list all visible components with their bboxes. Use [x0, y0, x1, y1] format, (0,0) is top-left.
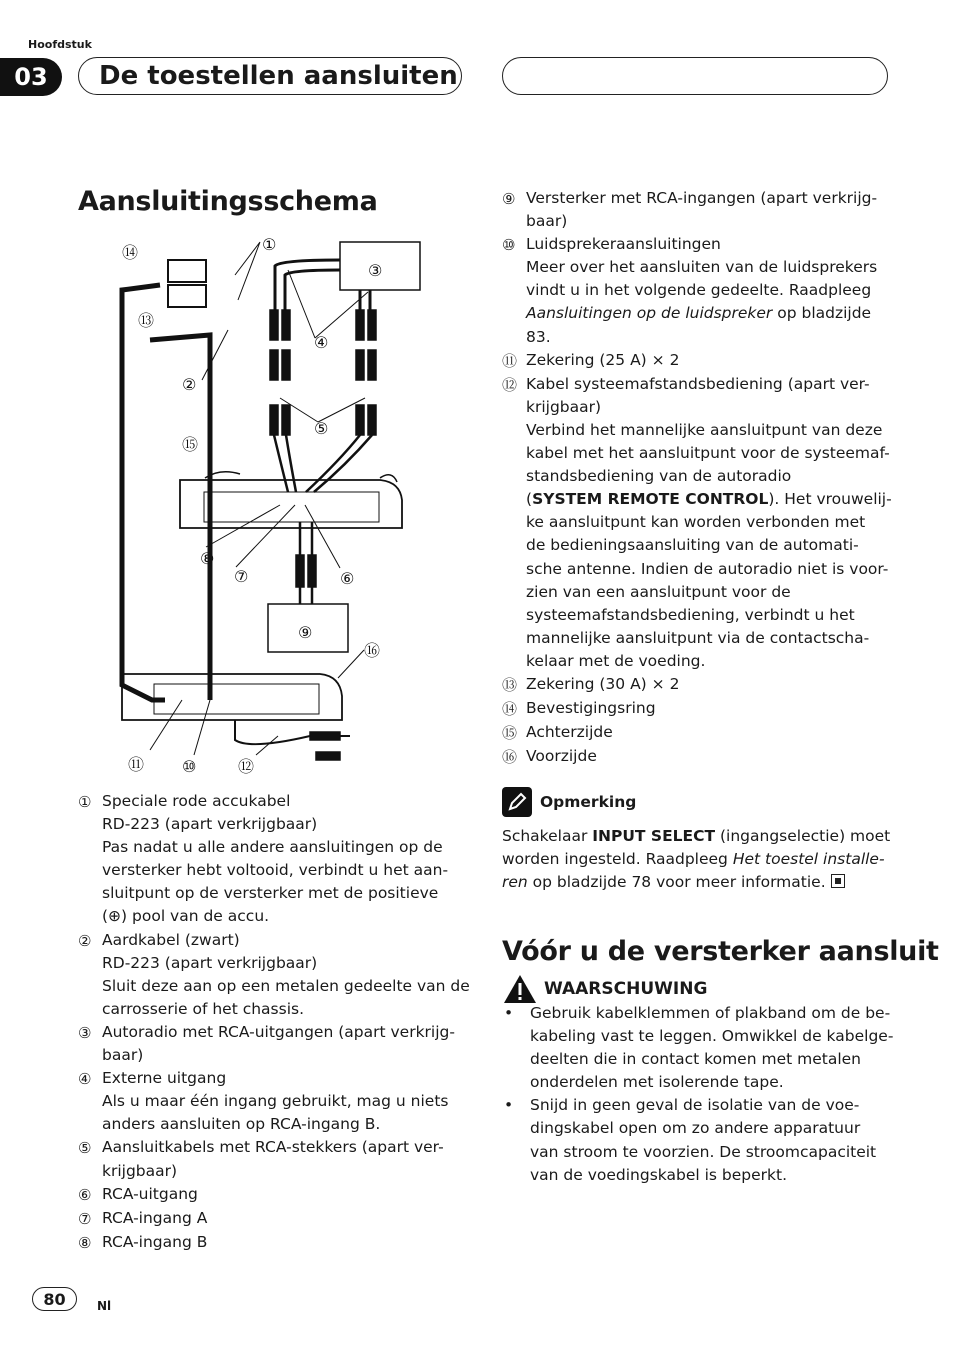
right-legend-list [502, 187, 894, 769]
legend-number: ② [78, 931, 92, 950]
legend-text [526, 349, 894, 373]
legend-text [526, 673, 894, 697]
callout-3: ③ [368, 261, 383, 280]
bullet-line: dingskabel open om zo andere apparatuur [530, 1119, 861, 1138]
legend-line: krijgbaar) [526, 397, 602, 416]
legend-line: kabel met het aansluitpunt voor de systeemaf- [526, 444, 890, 463]
note-italic1: Het toestel installe- [732, 850, 885, 869]
front-amplifier [122, 674, 342, 720]
legend-item [78, 1183, 470, 1207]
legend-number: ⑧ [78, 1233, 92, 1252]
legend-line: Zekering (25 A) × 2 [526, 350, 680, 369]
note-header [502, 787, 894, 817]
note-bold: INPUT SELECT [592, 827, 716, 845]
legend-line [526, 488, 894, 511]
legend-line: baar) [526, 212, 568, 231]
note-italic2: ren [502, 873, 528, 892]
callout-7: ⑦ [234, 567, 249, 586]
wiring-diagram [110, 230, 430, 780]
chapter-label: Hoofdstuk [28, 38, 92, 51]
warning-triangle-icon [502, 973, 538, 1005]
legend-line: sche antenne. Indien de autoradio niet is voor- [526, 559, 889, 578]
legend-item [78, 790, 470, 929]
legend-line: Voorzijde [526, 747, 597, 766]
legend-text [102, 790, 470, 929]
legend-line: Bevestigingsring [526, 699, 656, 718]
legend-line: (⊕) pool van de accu. [102, 907, 270, 926]
note-line2: worden ingesteld. Raadpleeg [502, 850, 733, 869]
bullet-text [530, 1002, 894, 1094]
legend-line: Speciale rode accukabel [102, 792, 291, 810]
callout-11: ⑪ [128, 755, 145, 774]
callout-15: ⑮ [182, 435, 199, 454]
legend-bold-open: ( [526, 490, 533, 509]
legend-line: ke aansluitpunt kan worden verbonden met [526, 513, 866, 532]
legend-line: RCA-ingang A [102, 1208, 208, 1227]
chapter-number: 03 [0, 58, 62, 96]
legend-text [526, 745, 894, 769]
legend-line: Kabel systeemafstandsbediening (apart ver- [526, 374, 870, 393]
callout-10: ⑩ [182, 757, 197, 776]
note-mid: (ingangselectie) moet [715, 827, 891, 845]
legend-line: Als u maar één ingang gebruikt, mag u niets [102, 1092, 449, 1111]
bullet-line: kabeling vast te leggen. Omwikkel de kabelge- [530, 1027, 894, 1046]
warning-bullet-item [502, 1002, 894, 1094]
bullet-text [530, 1094, 894, 1186]
bullet-line: Gebruik kabelklemmen of plakband om de be- [530, 1004, 891, 1022]
legend-line: sluitpunt op de versterker met de positieve [102, 884, 439, 903]
warning-title: WAARSCHUWING [544, 979, 708, 999]
legend-line: carrosserie of het chassis. [102, 999, 304, 1018]
chapter-title-text: De toestellen aansluiten [99, 61, 458, 91]
callout-8: ⑧ [200, 549, 215, 568]
legend-line: Autoradio met RCA-uitgangen (apart verkrijg- [102, 1022, 455, 1041]
legend-text [526, 721, 894, 745]
legend-line: Externe uitgang [102, 1069, 227, 1088]
legend-number: ⑮ [502, 724, 518, 743]
legend-line: standsbediening van de autoradio [526, 467, 792, 486]
end-mark-icon [831, 874, 845, 888]
legend-italic: Aansluitingen op de luidspreker [526, 304, 773, 323]
language-code: Nl [97, 1299, 112, 1313]
callout-14: ⑭ [122, 243, 139, 262]
legend-line: Versterker met RCA-ingangen (apart verkrijg- [526, 189, 878, 207]
callout-9: ⑨ [298, 623, 313, 642]
legend-text [102, 1207, 470, 1231]
legend-line: zien van een aansluitpunt voor de [526, 582, 791, 601]
callout-2: ② [182, 375, 197, 394]
legend-line: Verbind het mannelijke aansluitpunt van deze [526, 420, 883, 439]
legend-item [502, 721, 894, 745]
legend-line: Luidsprekeraansluitingen [526, 235, 721, 254]
legend-item [78, 1021, 470, 1067]
callout-4: ④ [314, 333, 329, 352]
bullet-dot: • [504, 1096, 514, 1115]
legend-line [526, 302, 894, 325]
warning-header [502, 973, 894, 1005]
callout-12: ⑫ [238, 757, 255, 776]
bullet-line: van de voedingskabel is beperkt. [530, 1165, 788, 1184]
legend-line: Pas nadat u alle andere aansluitingen op de [102, 838, 443, 857]
legend-item [78, 929, 470, 1021]
legend-item [502, 745, 894, 769]
chapter-box-right [502, 57, 888, 95]
legend-item [502, 697, 894, 721]
left-legend-list [78, 790, 470, 1255]
legend-line: mannelijke aansluitpunt via de contactscha- [526, 628, 870, 647]
legend-line: baar) [102, 1046, 144, 1065]
callout-1: ① [262, 235, 277, 254]
legend-text [102, 1067, 470, 1136]
note-title: Opmerking [540, 793, 637, 811]
battery-cable [122, 285, 165, 700]
note-end: op bladzijde 78 voor meer informatie. [527, 873, 826, 892]
legend-line: Aansluitkabels met RCA-stekkers (apart ver- [102, 1138, 444, 1157]
legend-text [102, 929, 470, 1021]
rear-amplifier [180, 480, 402, 528]
legend-line: anders aansluiten op RCA-ingang B. [102, 1115, 381, 1134]
pencil-icon [502, 787, 532, 817]
legend-line: RD-223 (apart verkrijgbaar) [102, 815, 318, 834]
legend-line: RCA-uitgang [102, 1184, 198, 1203]
warning-bullet-item [502, 1094, 894, 1186]
legend-line: kelaar met de voeding. [526, 651, 706, 670]
legend-line: Meer over het aansluiten van de luidsprekers [526, 258, 878, 277]
legend-item [78, 1207, 470, 1231]
legend-line: 83. [526, 327, 551, 346]
note-text [502, 825, 894, 894]
warning-bullets [502, 1002, 894, 1187]
legend-bold-after: ). Het vrouwelij- [768, 490, 892, 509]
legend-line: Sluit deze aan op een metalen gedeelte van de [102, 976, 470, 995]
legend-line: RD-223 (apart verkrijgbaar) [102, 953, 318, 972]
legend-number: ① [78, 793, 92, 811]
legend-text [102, 1183, 470, 1207]
legend-item [502, 373, 894, 673]
legend-item [78, 1136, 470, 1182]
legend-line: Achterzijde [526, 723, 613, 742]
legend-item [502, 233, 894, 348]
callout-13: ⑬ [138, 311, 155, 330]
legend-text [102, 1021, 470, 1067]
legend-line: krijgbaar) [102, 1161, 178, 1180]
legend-line: Aardkabel (zwart) [102, 930, 240, 949]
bullet-dot: • [504, 1004, 514, 1022]
legend-item [78, 1067, 470, 1136]
warning-block [502, 973, 894, 1187]
legend-text [526, 373, 894, 673]
bullet-line: deelten die in contact komen met metalen [530, 1050, 861, 1069]
section-title-voor-aansluit: Vóór u de versterker aansluit [502, 936, 939, 967]
bullet-line: van stroom te voorzien. De stroomcapaciteit [530, 1142, 877, 1161]
page-number: 80 [32, 1287, 77, 1311]
callout-5: ⑤ [314, 419, 329, 438]
legend-number: ⑬ [502, 675, 518, 694]
bullet-line: Snijd in geen geval de isolatie van de voe- [530, 1096, 860, 1115]
legend-number: ⑪ [502, 351, 518, 370]
legend-item [502, 673, 894, 697]
legend-number: ⑥ [78, 1185, 92, 1204]
legend-number: ③ [78, 1023, 92, 1042]
legend-line: de bedieningsaansluiting van de automati- [526, 536, 859, 555]
section-title-aansluitingsschema: Aansluitingsschema [78, 186, 378, 217]
legend-number: ⑨ [502, 190, 516, 208]
legend-text [102, 1231, 470, 1255]
legend-item [502, 187, 894, 233]
chapter-title [78, 57, 462, 95]
legend-number: ⑩ [502, 236, 516, 255]
note-block [502, 787, 894, 894]
legend-number: ⑦ [78, 1209, 92, 1228]
legend-line: systeemafstandsbediening, verbindt u het [526, 605, 855, 624]
legend-item [502, 349, 894, 373]
legend-text [102, 1136, 470, 1182]
legend-number: ⑫ [502, 375, 518, 394]
callout-16: ⑯ [364, 641, 381, 660]
legend-item [78, 1231, 470, 1255]
legend-number: ⑭ [502, 700, 518, 719]
legend-number: ⑯ [502, 748, 518, 767]
legend-bold: SYSTEM REMOTE CONTROL [532, 490, 769, 509]
legend-text [526, 233, 894, 348]
legend-text [526, 697, 894, 721]
legend-after-italic: op bladzijde [772, 304, 872, 323]
note-pre: Schakelaar [502, 827, 593, 845]
legend-line: vindt u in het volgende gedeelte. Raadpleeg [526, 281, 872, 300]
legend-line: RCA-ingang B [102, 1232, 208, 1251]
legend-number: ⑤ [78, 1139, 92, 1158]
legend-number: ④ [78, 1070, 92, 1089]
legend-text [526, 187, 894, 233]
legend-line: Zekering (30 A) × 2 [526, 674, 680, 693]
legend-line: versterker hebt voltooid, verbindt u het aan- [102, 861, 449, 880]
bullet-line: onderdelen met isolerende tape. [530, 1073, 784, 1092]
callout-6: ⑥ [340, 569, 355, 588]
